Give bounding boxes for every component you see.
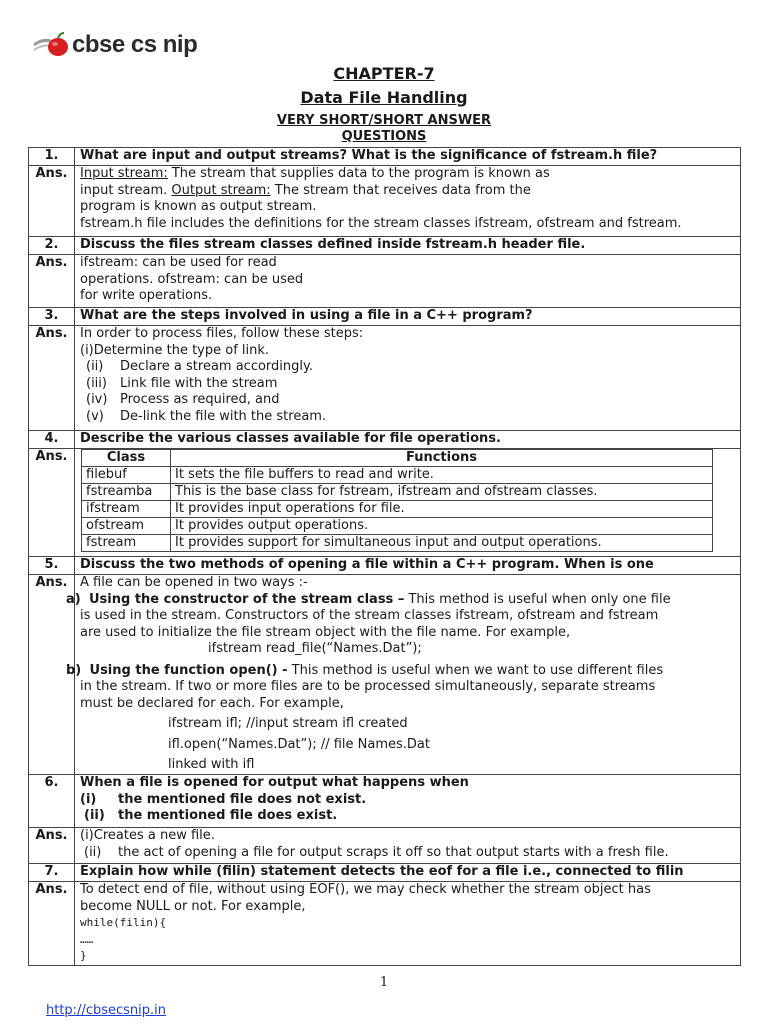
answer-label: Ans. [29, 449, 75, 557]
question-row-1 [29, 148, 741, 166]
answer-text: To detect end of file, without using EOF(), we may check whether the stream object has become NULL or not. For example, while(filin){ …… } [75, 882, 741, 966]
table-row: ofstream It provides output operations. [82, 518, 713, 535]
classes-table [81, 449, 713, 552]
section-subtitle-line1: VERY SHORT/SHORT ANSWER [276, 113, 492, 128]
answer-text: Input stream: The stream that supplies data to the program is known as input stream. Output stream: The stream that receives data from the program is known as output stream. fstream.h file includes the definitions for the stream classes ifstream, ofstream and fstream. [75, 166, 741, 237]
list-item: (iii) Link file with the stream [86, 375, 278, 391]
apple-logo-icon [32, 31, 70, 59]
answer-row-7 [29, 882, 741, 966]
table-row: fstreamba This is the base class for fstream, ifstream and ofstream classes. [82, 484, 713, 501]
question-text: What are input and output streams? What is the significance of fstream.h file? [75, 148, 741, 166]
answer-text: A file can be opened in two ways :- a) Using the constructor of the stream class – This method is useful when only one file is used in the stream. Constructors of the stream classes ifstream, ofstream and fstream are used to initialize the file stream object with the file name. For example, ifstream read_file(“Names.Dat”); b) Using the function open() - This method is useful when we want to use different files in the stream. If two or more files are to be processed simultaneously, separate streams must be declared for each. For example, ifstream ifl; //input stream ifl created ifl.open(“Names.Dat”); // file Names.Dat linked with ifl [75, 575, 741, 775]
code-example: ifstream read_file(“Names.Dat”); [208, 641, 422, 656]
column-header-class: Class [82, 450, 171, 467]
question-row-5 [29, 557, 741, 575]
code-line: } [80, 949, 87, 962]
code-example: ifl.open(“Names.Dat”); // file Names.Dat [168, 736, 430, 752]
list-item: (ii) Declare a stream accordingly. [86, 359, 313, 374]
code-example: ifstream ifl; //input stream ifl created [168, 716, 408, 731]
question-number: 6. [29, 775, 75, 828]
question-number: 3. [29, 308, 75, 326]
code-example: linked with ifl [168, 757, 255, 772]
table-row: ifstream It provides input operations for file. [82, 501, 713, 518]
question-row-6 [29, 775, 741, 828]
answer-text: (i)Creates a new file. (ii) the act of opening a file for output scraps it off so that output starts with a fresh file. [75, 828, 741, 864]
code-line: …… [80, 932, 94, 946]
logo-text: cbse cs nip [72, 31, 198, 58]
question-number: 7. [29, 864, 75, 882]
question-row-4 [29, 431, 741, 449]
page-title: Data File Handling [300, 88, 468, 107]
list-item: (v) De-link the file with the stream. [86, 408, 327, 424]
answer-row-4 [29, 449, 741, 557]
code-line: while(filin){ [80, 916, 167, 929]
question-row-7 [29, 864, 741, 882]
answer-label: Ans. [29, 326, 75, 431]
question-row-2 [29, 237, 741, 255]
column-header-functions: Functions [171, 450, 713, 467]
table-row: filebuf It sets the file buffers to read and write. [82, 467, 713, 484]
answer-label: Ans. [29, 882, 75, 966]
table-row: fstream It provides support for simultaneous input and output operations. [82, 535, 713, 552]
term-output-stream: Output stream: [171, 182, 271, 198]
logo [32, 30, 197, 60]
question-number: 1. [29, 148, 75, 166]
term-input-stream: Input stream: [80, 166, 168, 181]
question-number: 4. [29, 431, 75, 449]
answer-label: Ans. [29, 828, 75, 864]
question-text: When a file is opened for output what happens when (i) the mentioned file does not exist. (ii) the mentioned file does exist. [75, 775, 741, 828]
list-item: (iv) Process as required, and [86, 392, 280, 407]
section-subtitle-line2: QUESTIONS [341, 129, 427, 144]
answer-row-1 [29, 166, 741, 237]
answer-label: Ans. [29, 255, 75, 308]
question-text: Describe the various classes available for file operations. [75, 431, 741, 449]
qa-table [28, 147, 741, 966]
question-text: Discuss the two methods of opening a file within a C++ program. When is one [75, 557, 741, 575]
answer-label: Ans. [29, 575, 75, 775]
classes-header-row [82, 450, 713, 467]
question-text: Explain how while (filin) statement detects the eof for a file i.e., connected to filin [75, 864, 741, 882]
answer-row-6 [29, 828, 741, 864]
question-text: Discuss the files stream classes defined inside fstream.h header file. [75, 237, 741, 255]
page-number: 1 [379, 975, 389, 990]
question-number: 5. [29, 557, 75, 575]
answer-row-3 [29, 326, 741, 431]
answer-row-2 [29, 255, 741, 308]
question-row-3 [29, 308, 741, 326]
chapter-heading: CHAPTER-7 [333, 64, 435, 83]
question-text: What are the steps involved in using a file in a C++ program? [75, 308, 741, 326]
answer-text [75, 449, 741, 557]
answer-text: ifstream: can be used for read operations. ofstream: can be used for write operations. [75, 255, 741, 308]
question-number: 2. [29, 237, 75, 255]
answer-text: In order to process files, follow these steps: (i)Determine the type of link. (ii) Declare a stream accordingly. (iii) Link file with the stream (iv) Process as required, and (v) De-link the file with the stream. [75, 326, 741, 431]
answer-label: Ans. [29, 166, 75, 237]
answer-row-5 [29, 575, 741, 775]
footer-link[interactable]: http://cbsecsnip.in [46, 1003, 167, 1018]
